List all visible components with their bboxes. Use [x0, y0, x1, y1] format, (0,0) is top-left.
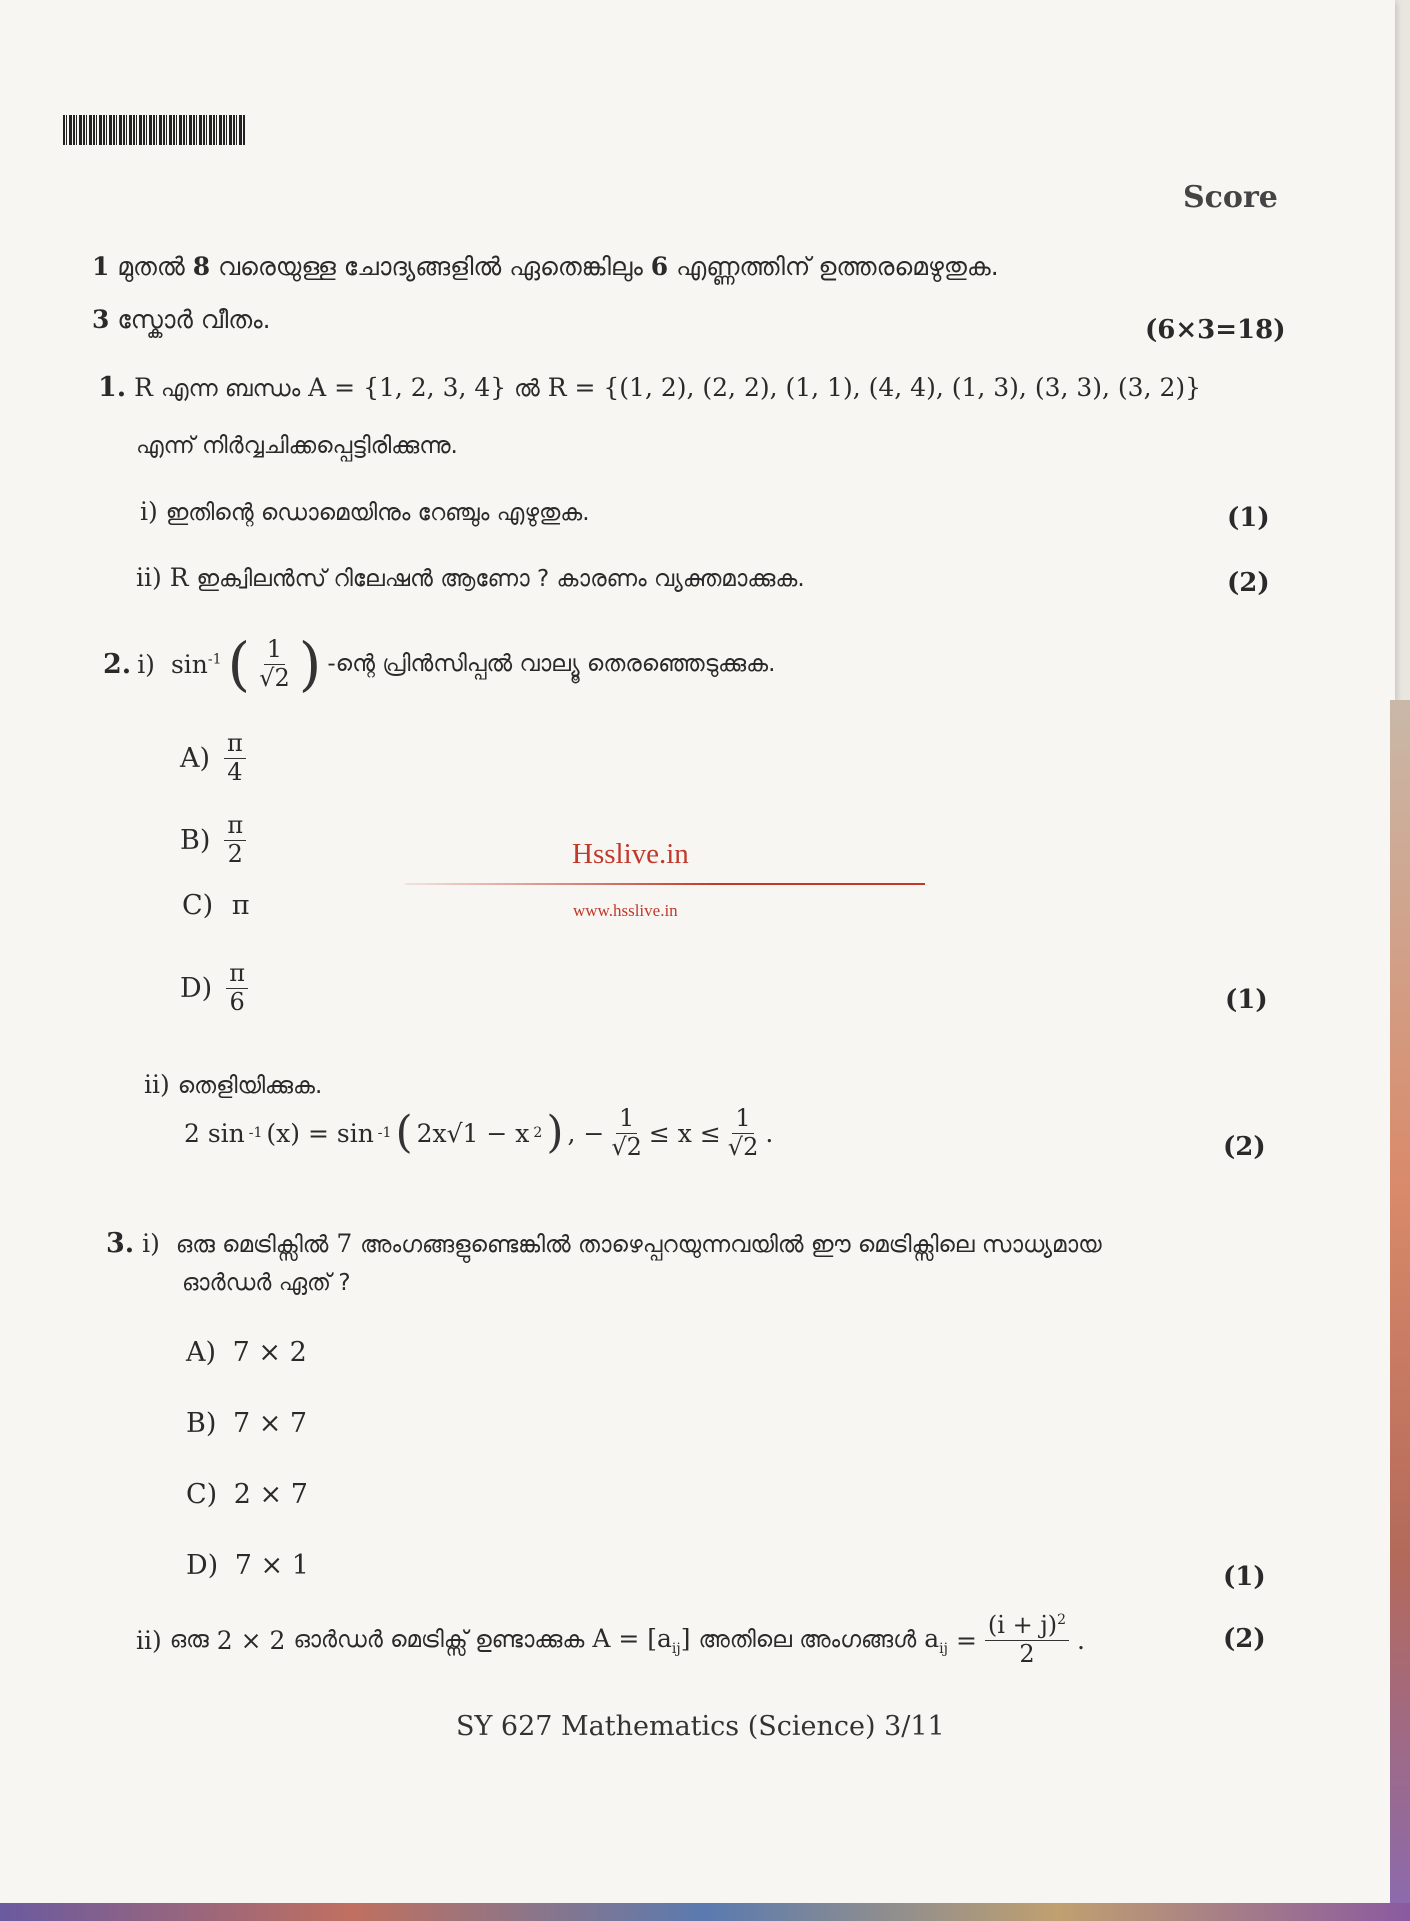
q3-ii-frac-num-wrap	[985, 1612, 1069, 1641]
q2-fraction	[256, 636, 293, 692]
q2-i-marks: (1)	[1225, 985, 1268, 1015]
q2-opt-d-num: π	[226, 960, 248, 989]
q2-opt-b-den: 2	[227, 839, 243, 868]
q3-option-b-label: B)	[186, 1408, 217, 1439]
eq-cond-frac-2	[725, 1105, 762, 1161]
q2-ii-text: തെളിയിക്കുക.	[177, 1073, 323, 1099]
q2-option-a	[180, 730, 246, 786]
q2-i-text: -ന്റെ പ്രിൻസിപ്പൽ വാല്യൂ തെരഞ്ഞെടുക്കുക.	[327, 651, 776, 677]
q1-part-i	[140, 497, 590, 526]
q3-ii-elem-sub: ij	[939, 1640, 948, 1657]
q2-option-a-label: A)	[180, 742, 211, 774]
q3-i-text-b: അംഗങ്ങളുണ്ടെങ്കിൽ താഴെപ്പറയുന്നവയിൽ ഈ മെട്രിക്സിലെ സാധ്യമായ	[360, 1232, 1102, 1258]
eq-cond-num: 1	[616, 1105, 637, 1134]
q2-option-b-frac	[224, 812, 246, 868]
instr-text-1: മുതൽ	[117, 252, 185, 281]
q3-option-d-label: D)	[186, 1550, 219, 1581]
q1-i-text: ഇതിന്റെ ഡൊമെയിനും റേഞ്ചും എഴുതുക.	[165, 500, 590, 526]
instr-text-3: എണ്ണത്തിന് ഉത്തരമെഴുതുക.	[676, 252, 999, 281]
q2-option-d	[180, 960, 248, 1016]
q1-part-ii	[136, 563, 805, 592]
q3-ii-frac-num: (i + j)	[987, 1611, 1058, 1639]
q3-ii-matrix	[592, 1624, 690, 1657]
q3-number: 3.	[106, 1228, 135, 1259]
q2-option-b-label: B)	[180, 824, 211, 856]
q3-option-b-value: 7 × 7	[232, 1408, 308, 1439]
q2-func-name: sin	[170, 649, 208, 679]
q3-option-d	[186, 1550, 309, 1581]
page-footer: SY 627 Mathematics (Science) 3/11	[456, 1711, 945, 1742]
q3-ii-label: ii)	[136, 1625, 162, 1655]
watermark-url: www.hsslive.in	[573, 901, 678, 920]
q2-func	[171, 650, 222, 679]
q1-number: 1.	[98, 372, 127, 403]
q3-ii-text-d: അതിലെ അംഗങ്ങൾ	[698, 1627, 917, 1654]
eq-cond-frac-1	[608, 1105, 645, 1161]
q2-opt-a-num: π	[224, 730, 246, 759]
q1-ii-label: ii)	[136, 563, 162, 592]
q3-option-c-value: 2 × 7	[233, 1479, 308, 1510]
q2-open-paren: (	[227, 630, 251, 698]
q2-frac-den: √2	[259, 663, 290, 692]
instr-num-2: 8	[192, 252, 211, 281]
q3-ii-elem	[924, 1624, 948, 1657]
eq-sup: -1	[248, 1125, 263, 1142]
eq-sup2: -1	[377, 1125, 392, 1142]
q3-ii-matrix-sub: ij	[671, 1640, 681, 1657]
q2-option-c	[182, 890, 250, 921]
eq-sq: 2	[533, 1125, 543, 1142]
q3-option-c	[186, 1479, 308, 1510]
instr-num-4: 3	[92, 305, 110, 334]
barcode	[63, 115, 245, 145]
q3-option-c-label: C)	[186, 1479, 218, 1510]
q3-ii-end: .	[1077, 1625, 1085, 1655]
q3-ii-order: 2 × 2	[216, 1625, 286, 1655]
total-marks: (6×3=18)	[1145, 315, 1286, 345]
q1-set-r: R = {(1, 2), (2, 2), (1, 1), (4, 4), (1, 3), (3, 3), (3, 2)}	[547, 373, 1202, 402]
q2-option-a-frac	[224, 730, 246, 786]
q3-option-d-value: 7 × 1	[234, 1550, 309, 1581]
q3-i-marks: (1)	[1223, 1562, 1266, 1592]
watermark-title: Hsslive.in	[572, 838, 689, 870]
q2-option-c-label: C)	[182, 890, 214, 921]
q2-frac-num: 1	[264, 636, 285, 665]
q3-ii-marks: (2)	[1223, 1624, 1266, 1654]
q3-option-a	[186, 1337, 307, 1368]
background-edge-bottom	[0, 1903, 1410, 1921]
q2-i-label: i)	[137, 649, 155, 679]
q2-ii-marks: (2)	[1223, 1132, 1266, 1162]
eq-open-paren: (	[395, 1107, 413, 1159]
q2-option-b	[180, 812, 246, 868]
instr-text-2: വരെയുള്ള ചോദ്യങ്ങളിൽ ഏതെങ്കിലും	[218, 252, 643, 281]
q3-option-a-label: A)	[186, 1337, 217, 1368]
q3-ii-text-a: ഒരു	[169, 1627, 209, 1654]
eq-cond-minus: , −	[567, 1118, 605, 1148]
instr-num-1: 1	[92, 252, 110, 281]
q1-ii-marks: (2)	[1227, 568, 1270, 598]
q1-relation-text: എന്ന ബന്ധം	[160, 376, 301, 402]
q3-part-i-line-1	[106, 1228, 1102, 1259]
score-label: Score	[1183, 180, 1278, 215]
q1-line-1	[98, 372, 1201, 403]
q1-ii-text: ഇക്വിലൻസ് റിലേഷൻ ആണോ ? കാരണം വ്യക്തമാക്കുക.	[196, 566, 805, 592]
eq-arg: 2x√1 − x	[416, 1118, 530, 1148]
q2-number: 2.	[103, 648, 132, 680]
instr-text-4: സ്കോർ വീതം.	[117, 305, 271, 334]
q3-ii-elem-a: a	[924, 1623, 940, 1653]
q2-ii-label: ii)	[144, 1070, 170, 1099]
instr-num-3: 6	[650, 252, 669, 281]
q2-option-d-frac	[226, 960, 248, 1016]
q3-ii-fraction	[985, 1612, 1069, 1668]
q3-ii-frac-den: 2	[1019, 1639, 1035, 1668]
q2-opt-d-den: 6	[229, 987, 245, 1016]
eq-cond-mid: ≤ x ≤	[648, 1118, 721, 1148]
q3-ii-frac-sup: 2	[1057, 1612, 1067, 1628]
watermark-underline	[405, 883, 925, 885]
background-edge-right	[1390, 700, 1410, 1921]
q2-close-paren: )	[298, 630, 322, 698]
q3-ii-matrix-a: A = [a	[592, 1623, 672, 1653]
q1-set-a: A = {1, 2, 3, 4}	[308, 373, 507, 402]
q2-part-i	[103, 630, 776, 698]
eq-lhs: 2 sin	[184, 1118, 245, 1148]
q3-ii-text-c: ഓർഡർ മെട്രിക്സ് ഉണ്ടാക്കുക	[293, 1627, 585, 1654]
q1-ii-r: R	[169, 563, 189, 592]
q3-i-label: i)	[142, 1229, 160, 1258]
instruction-line-1	[92, 252, 999, 282]
q3-ii-matrix-end: ]	[680, 1623, 691, 1653]
q3-part-i-line-2: ഓർഡർ ഏത് ?	[182, 1270, 351, 1296]
q2-equation	[184, 1105, 773, 1161]
q1-r: R	[134, 373, 153, 402]
eq-close-paren: )	[546, 1107, 564, 1159]
q2-option-d-label: D)	[180, 972, 213, 1004]
q2-option-c-value: π	[231, 890, 250, 921]
q3-part-ii	[136, 1612, 1085, 1668]
q1-line-2: എന്ന് നിർവ്വചിക്കപ്പെട്ടിരിക്കുന്നു.	[136, 433, 458, 459]
q3-option-a-value: 7 × 2	[232, 1337, 307, 1368]
eq-cond-num2: 1	[732, 1105, 753, 1134]
q1-in: ൽ	[514, 376, 540, 402]
eq-cond-den: √2	[611, 1132, 642, 1161]
eq-end: .	[765, 1118, 774, 1148]
instruction-line-2	[92, 305, 271, 335]
eq-x: (x) = sin	[266, 1118, 374, 1148]
q2-opt-a-den: 4	[227, 757, 243, 786]
q3-option-b	[186, 1408, 307, 1439]
q2-func-sup: -1	[207, 651, 222, 668]
q3-i-num: 7	[336, 1229, 353, 1258]
q2-opt-b-num: π	[224, 812, 246, 841]
q2-part-ii	[144, 1070, 322, 1099]
q3-ii-eq: =	[955, 1625, 977, 1655]
q1-i-label: i)	[140, 497, 158, 526]
q3-i-text-a: ഒരു മെട്രിക്സിൽ	[175, 1232, 329, 1258]
q1-i-marks: (1)	[1227, 503, 1270, 533]
eq-cond-den2: √2	[727, 1132, 759, 1161]
